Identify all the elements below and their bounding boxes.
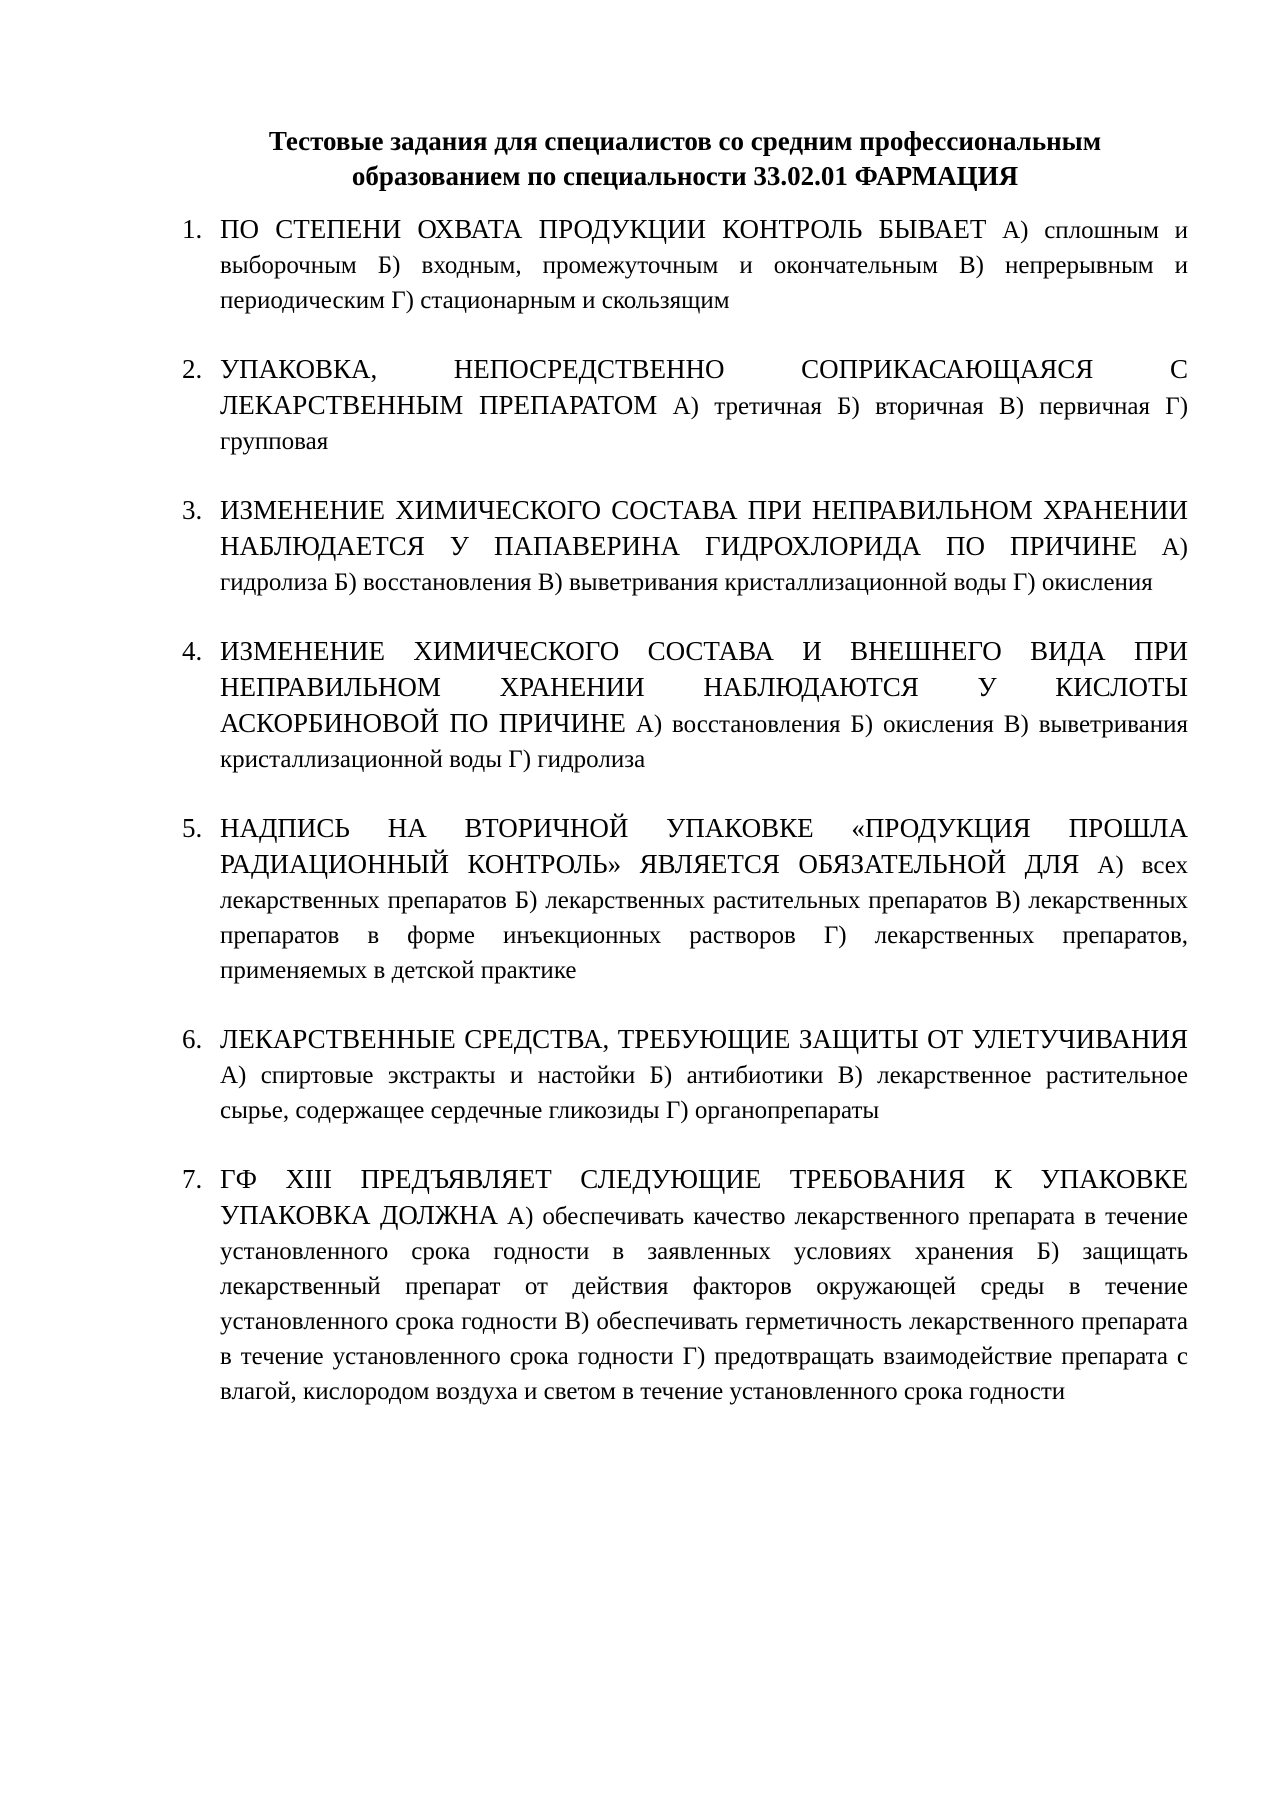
question-stem: ИЗМЕНЕНИЕ ХИМИЧЕСКОГО СОСТАВА ПРИ НЕПРАВИЛЬНОМ ХРАНЕНИИ НАБЛЮДАЕТСЯ У ПАПАВЕРИНА ГИДРОХЛОРИДА ПО ПРИЧИНЕ: [220, 495, 1188, 561]
question-options: А) обеспечивать качество лекарственного препарата в течение установленного срока годности в заявленных условиях хранения Б) защищать лекарственный препарат от действия факторов окружающей среды в течение установленного срока годности В) обеспечивать герметичность лекарственного препарата в течение установленного срока годности Г) предотвращать взаимодействие препарата с влагой, кислородом воздуха и светом в течение установленного срока годности: [220, 1203, 1188, 1405]
question-stem: УПАКОВКА, НЕПОСРЕДСТВЕННО СОПРИКАСАЮЩАЯСЯ С ЛЕКАРСТВЕННЫМ ПРЕПАРАТОМ: [220, 354, 1188, 420]
document-title-line-2: образованием по специальности 33.02.01 ФАРМАЦИЯ: [351, 161, 1019, 191]
question-4: [182, 634, 1188, 777]
question-stem: ГФ XIII ПРЕДЪЯВЛЯЕТ СЛЕДУЮЩИЕ ТРЕБОВАНИЯ К УПАКОВКЕ УПАКОВКА ДОЛЖНА: [220, 1164, 1188, 1230]
question-text: [220, 811, 1188, 988]
question-6: [182, 1022, 1188, 1128]
question-2: [182, 352, 1189, 459]
question-stem: ИЗМЕНЕНИЕ ХИМИЧЕСКОГО СОСТАВА И ВНЕШНЕГО ВИДА ПРИ НЕПРАВИЛЬНОМ ХРАНЕНИИ НАБЛЮДАЮТСЯ У КИСЛОТЫ АСКОРБИНОВОЙ ПО ПРИЧИНЕ: [220, 636, 1188, 738]
document-title: [160, 124, 1210, 194]
question-options: А) восстановления Б) окисления В) выветривания кристаллизационной воды Г) гидролиза: [220, 711, 1188, 773]
question-number: 6.: [182, 1024, 203, 1054]
question-options: А) всех лекарственных препаратов Б) лекарственных растительных препаратов В) лекарственных препаратов в форме инъекционных растворов Г) лекарственных препаратов, применяемых в детской практике: [220, 852, 1188, 984]
question-options: А) третичная Б) вторичная В) первичная Г) групповая: [220, 393, 1189, 455]
question-number: 3.: [182, 495, 203, 525]
question-text: [220, 1162, 1188, 1409]
question-number: 4.: [182, 636, 203, 666]
question-3: [182, 493, 1189, 600]
question-list: [182, 212, 1189, 1443]
question-options: А) гидролиза Б) восстановления В) выветривания кристаллизационной воды Г) окисления: [220, 534, 1189, 596]
question-text: [220, 1022, 1188, 1128]
question-options: А) сплошным и выборочным Б) входным, промежуточным и окончательным В) непрерывным и периодическим Г) стационарным и скользящим: [220, 217, 1188, 314]
question-text: [220, 352, 1188, 459]
question-7: [182, 1162, 1188, 1409]
question-stem: ПО СТЕПЕНИ ОХВАТА ПРОДУКЦИИ КОНТРОЛЬ БЫВАЕТ: [220, 214, 987, 244]
question-text: [220, 493, 1188, 600]
question-text: [220, 212, 1188, 318]
question-text: [220, 634, 1188, 777]
question-number: 1.: [182, 214, 203, 244]
question-number: 2.: [182, 354, 203, 384]
question-stem: НАДПИСЬ НА ВТОРИЧНОЙ УПАКОВКЕ «ПРОДУКЦИЯ ПРОШЛА РАДИАЦИОННЫЙ КОНТРОЛЬ» ЯВЛЯЕТСЯ ОБЯЗАТЕЛЬНОЙ ДЛЯ: [220, 813, 1188, 879]
question-number: 7.: [182, 1164, 203, 1194]
question-options: А) спиртовые экстракты и настойки Б) антибиотики В) лекарственное растительное сырье, содержащее сердечные гликозиды Г) органопрепараты: [220, 1062, 1188, 1124]
document-title-line-1: Тестовые задания для специалистов со средним профессиональным: [268, 126, 1102, 156]
question-5: [182, 811, 1188, 988]
question-number: 5.: [182, 813, 203, 843]
question-1: [182, 212, 1188, 318]
question-stem: ЛЕКАРСТВЕННЫЕ СРЕДСТВА, ТРЕБУЮЩИЕ ЗАЩИТЫ ОТ УЛЕТУЧИВАНИЯ: [220, 1024, 1188, 1054]
